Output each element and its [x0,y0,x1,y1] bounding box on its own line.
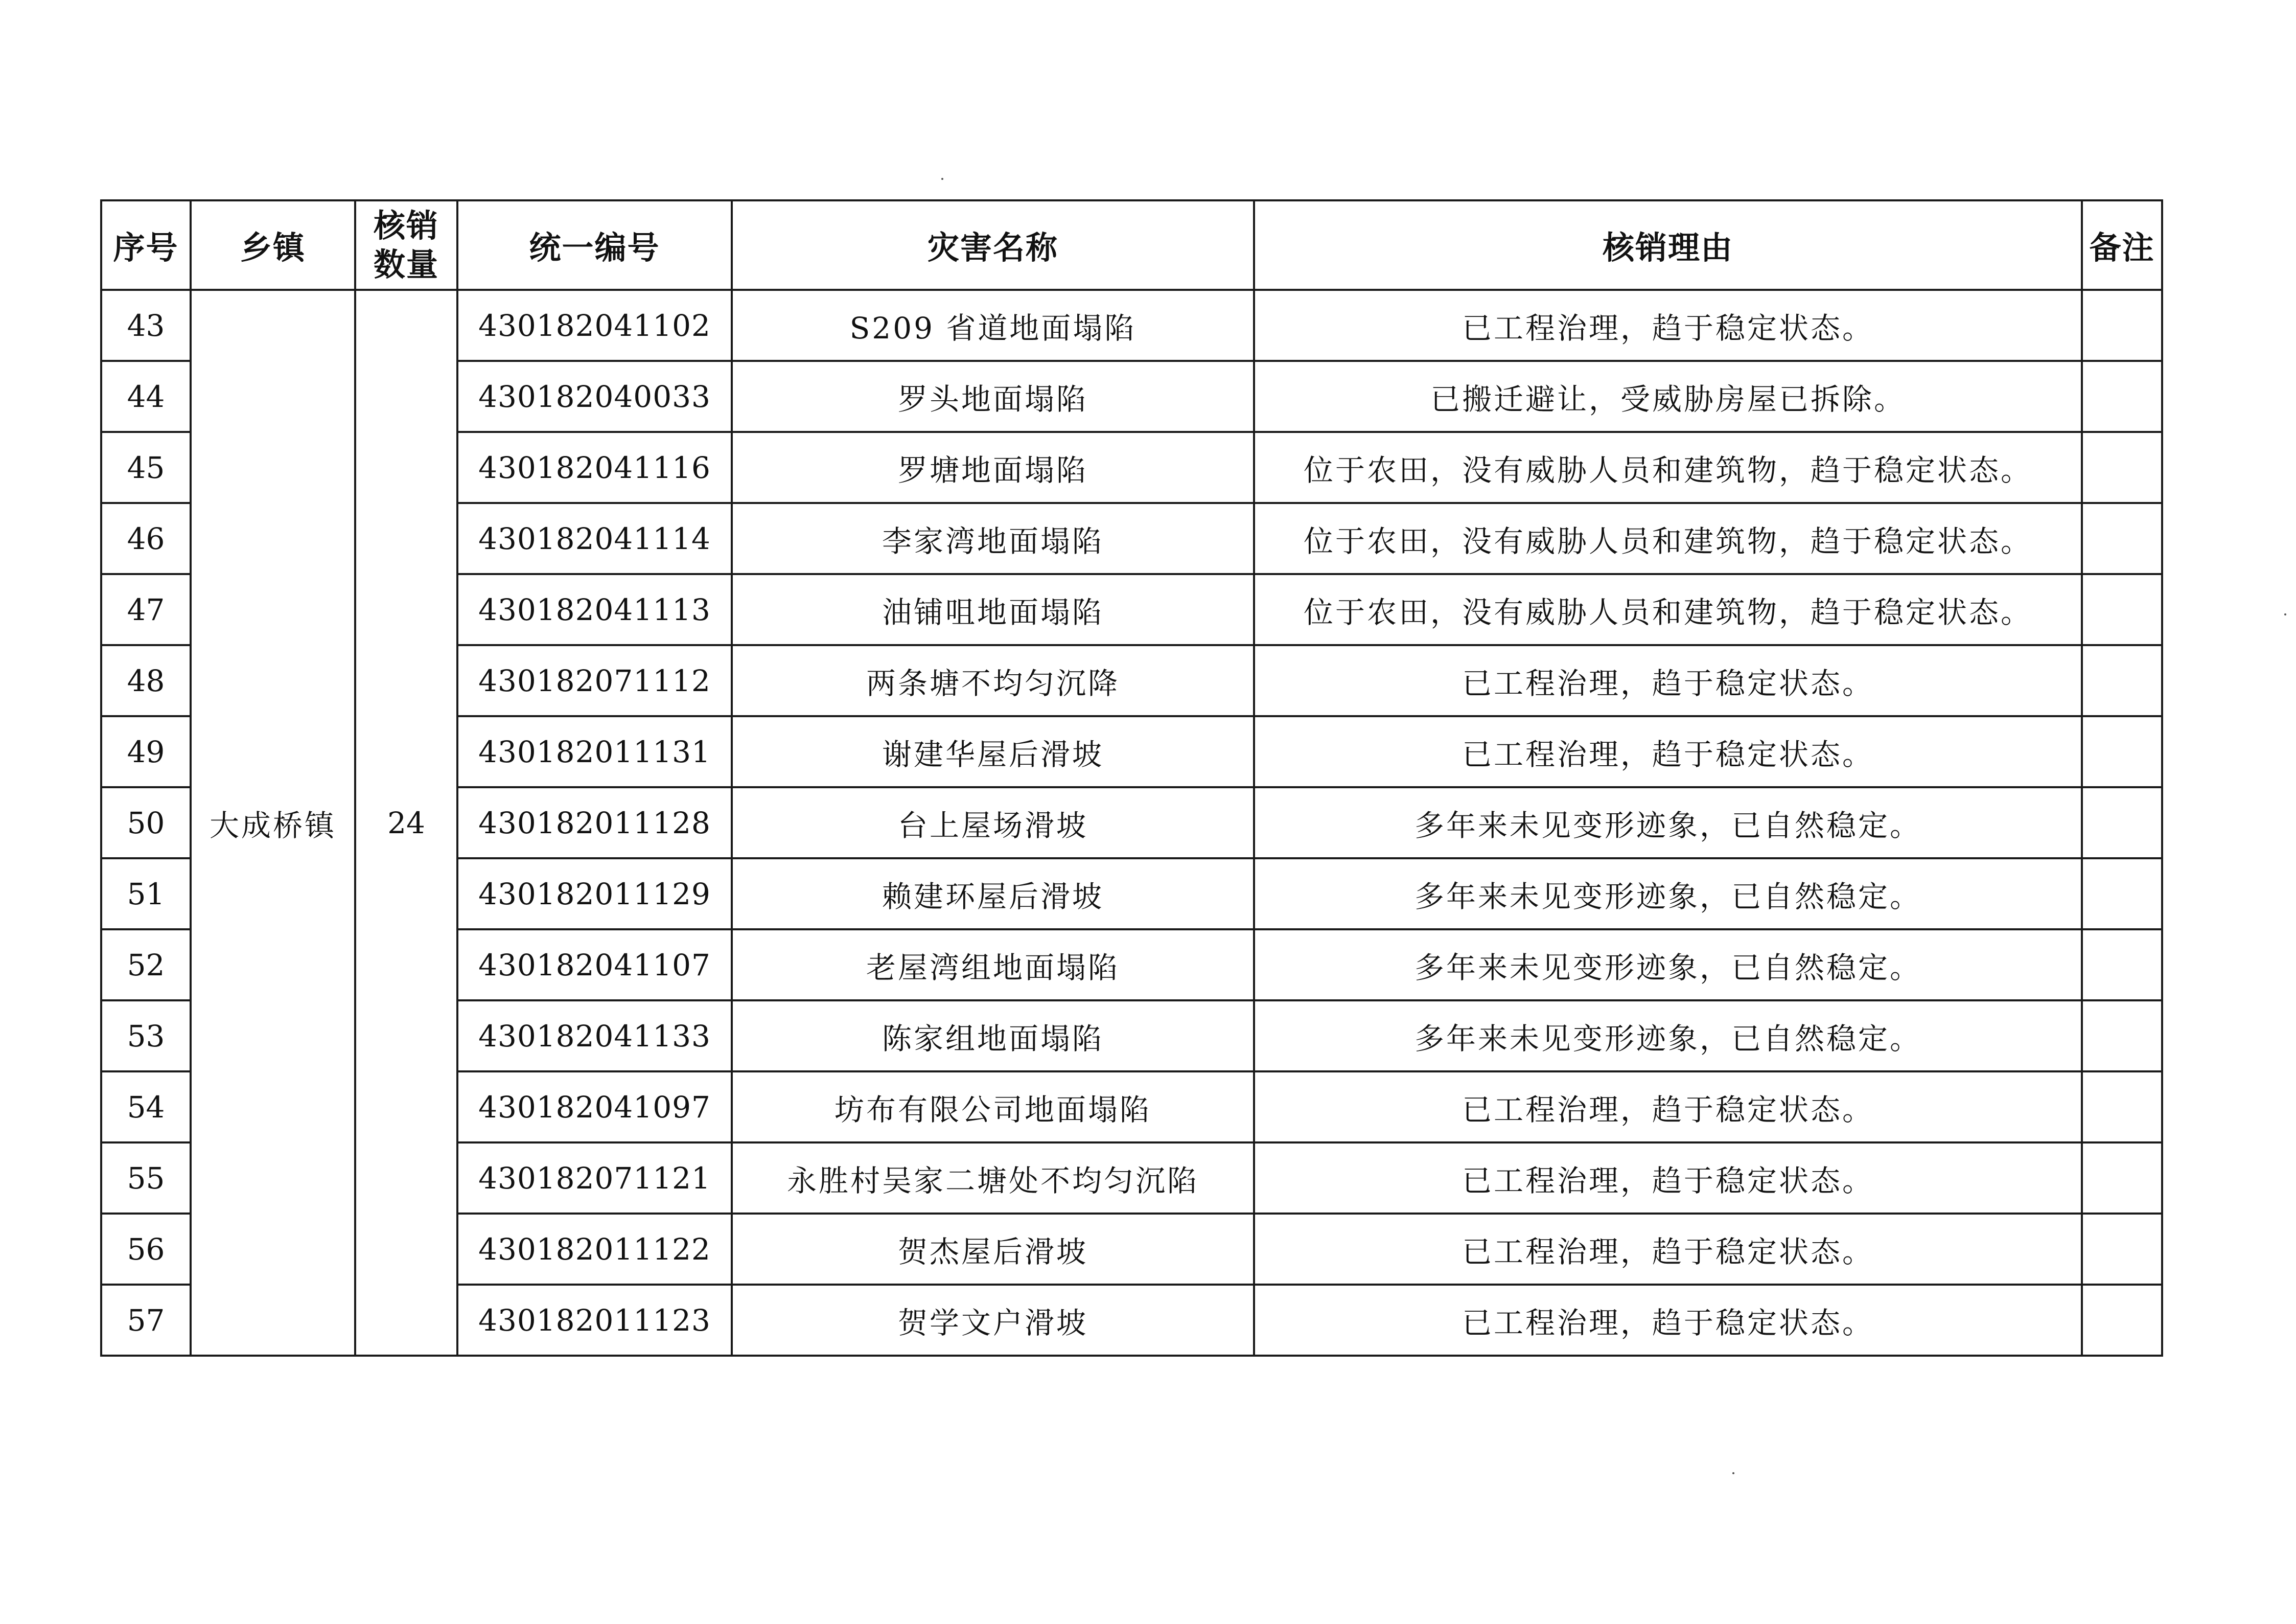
reason-cell: 已工程治理，趋于稳定状态。 [1254,1285,2082,1356]
code-cell: 430182040033 [457,361,732,432]
reason-cell: 多年来未见变形迹象，已自然稳定。 [1254,929,2082,1000]
seq-cell: 48 [101,645,191,716]
seq-cell: 56 [101,1214,191,1285]
name-cell: 贺学文户滑坡 [732,1285,1254,1356]
seq-cell: 51 [101,858,191,929]
remark-cell [2082,432,2162,503]
seq-cell: 52 [101,929,191,1000]
seq-cell: 53 [101,1000,191,1071]
town-cell: 大成桥镇 [191,290,355,1356]
name-cell: 李家湾地面塌陷 [732,503,1254,574]
remark-cell [2082,361,2162,432]
reason-cell: 已工程治理，趋于稳定状态。 [1254,645,2082,716]
scan-speck [941,178,943,180]
name-cell: 谢建华屋后滑坡 [732,716,1254,787]
reason-cell: 已工程治理，趋于稳定状态。 [1254,1142,2082,1214]
header-count [355,200,457,290]
seq-cell: 49 [101,716,191,787]
name-cell: 贺杰屋后滑坡 [732,1214,1254,1285]
code-cell: 430182011129 [457,858,732,929]
reason-cell: 位于农田，没有威胁人员和建筑物，趋于稳定状态。 [1254,503,2082,574]
header-name: 灾害名称 [732,200,1254,290]
remark-cell [2082,1071,2162,1142]
code-cell: 430182041133 [457,1000,732,1071]
remark-cell [2082,1142,2162,1214]
remark-cell [2082,858,2162,929]
remark-cell [2082,290,2162,361]
code-cell: 430182011131 [457,716,732,787]
reason-cell: 已工程治理，趋于稳定状态。 [1254,290,2082,361]
remark-cell [2082,1285,2162,1356]
seq-cell: 55 [101,1142,191,1214]
remark-cell [2082,787,2162,858]
name-cell: 台上屋场滑坡 [732,787,1254,858]
seq-cell: 43 [101,290,191,361]
name-cell: 老屋湾组地面塌陷 [732,929,1254,1000]
reason-cell: 多年来未见变形迹象，已自然稳定。 [1254,787,2082,858]
name-cell: 罗头地面塌陷 [732,361,1254,432]
disaster-cancellation-table [100,199,2163,1357]
header-seq: 序号 [101,200,191,290]
name-cell: 罗塘地面塌陷 [732,432,1254,503]
code-cell: 430182011123 [457,1285,732,1356]
name-cell: 陈家组地面塌陷 [732,1000,1254,1071]
remark-cell [2082,929,2162,1000]
remark-cell [2082,716,2162,787]
reason-cell: 已工程治理，趋于稳定状态。 [1254,1071,2082,1142]
name-cell: 坊布有限公司地面塌陷 [732,1071,1254,1142]
header-count-line2: 数量 [373,245,439,283]
remark-cell [2082,645,2162,716]
remark-cell [2082,1000,2162,1071]
seq-cell: 47 [101,574,191,645]
code-cell: 430182041097 [457,1071,732,1142]
reason-cell: 多年来未见变形迹象，已自然稳定。 [1254,1000,2082,1071]
scan-speck [2284,613,2286,615]
header-town: 乡镇 [191,200,355,290]
remark-cell [2082,503,2162,574]
seq-cell: 57 [101,1285,191,1356]
reason-cell: 已工程治理，趋于稳定状态。 [1254,716,2082,787]
scan-speck [1732,1472,1734,1474]
reason-cell: 已搬迁避让，受威胁房屋已拆除。 [1254,361,2082,432]
code-cell: 430182041113 [457,574,732,645]
code-cell: 430182041114 [457,503,732,574]
seq-cell: 44 [101,361,191,432]
header-row [101,200,2162,290]
seq-cell: 54 [101,1071,191,1142]
remark-cell [2082,1214,2162,1285]
header-count-line1: 核销 [373,207,439,244]
code-cell: 430182011128 [457,787,732,858]
header-remark: 备注 [2082,200,2162,290]
seq-cell: 45 [101,432,191,503]
count-cell: 24 [355,290,457,1356]
remark-cell [2082,574,2162,645]
code-cell: 430182041116 [457,432,732,503]
reason-cell: 已工程治理，趋于稳定状态。 [1254,1214,2082,1285]
table-row [101,290,2162,361]
name-cell: 油铺咀地面塌陷 [732,574,1254,645]
name-cell: 永胜村吴家二塘处不均匀沉陷 [732,1142,1254,1214]
seq-cell: 46 [101,503,191,574]
code-cell: 430182071112 [457,645,732,716]
code-cell: 430182041107 [457,929,732,1000]
reason-cell: 位于农田，没有威胁人员和建筑物，趋于稳定状态。 [1254,432,2082,503]
code-cell: 430182071121 [457,1142,732,1214]
name-cell: S209 省道地面塌陷 [732,290,1254,361]
name-cell: 两条塘不均匀沉降 [732,645,1254,716]
name-cell: 赖建环屋后滑坡 [732,858,1254,929]
reason-cell: 多年来未见变形迹象，已自然稳定。 [1254,858,2082,929]
header-code: 统一编号 [457,200,732,290]
reason-cell: 位于农田，没有威胁人员和建筑物，趋于稳定状态。 [1254,574,2082,645]
code-cell: 430182041102 [457,290,732,361]
header-reason: 核销理由 [1254,200,2082,290]
code-cell: 430182011122 [457,1214,732,1285]
seq-cell: 50 [101,787,191,858]
